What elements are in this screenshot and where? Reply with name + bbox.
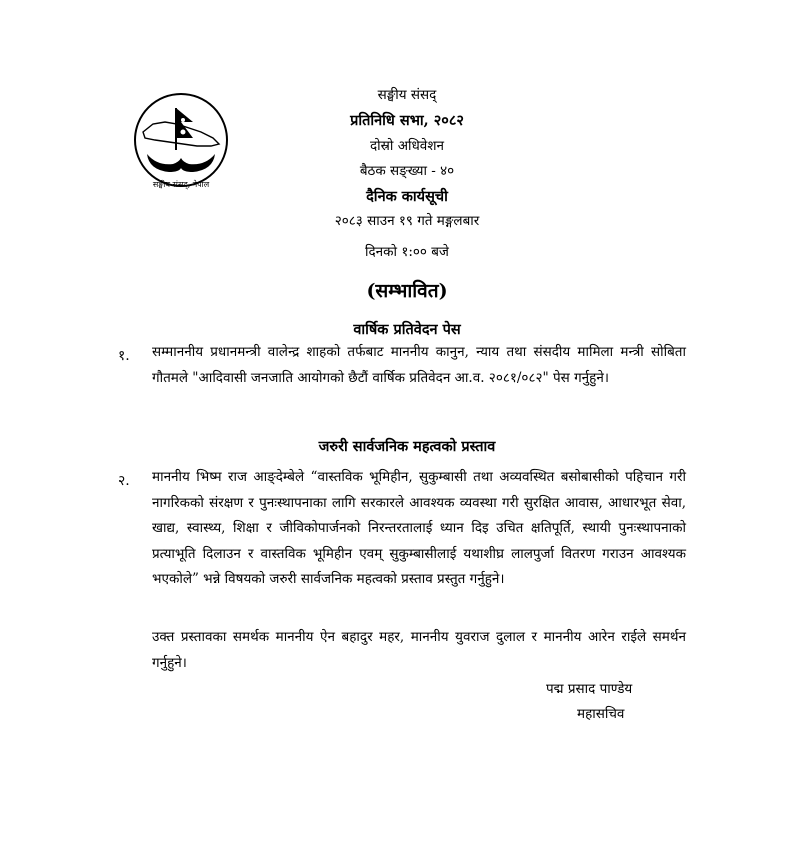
- house-name: प्रतिनिधि सभा, २०८२: [350, 112, 464, 129]
- agenda-number-1: १.: [118, 348, 130, 364]
- document-title: दैनिक कार्यसूची: [366, 188, 448, 205]
- session-name: दोस्रो अधिवेशन: [369, 138, 444, 154]
- agenda-status: (सम्भावित): [366, 280, 448, 302]
- meeting-date: २०८३ साउन १९ गते मङ्गलबार: [334, 213, 480, 229]
- agenda-text-2-support: उक्त प्रस्तावका समर्थक माननीय ऐन बहादुर महर, माननीय युवराज दुलाल र माननीय आरेन राईले समर्थन गर्नुहुने।: [152, 629, 686, 671]
- agenda-number-2: २.: [118, 473, 130, 489]
- parliament-name: सङ्घीय संसद्: [377, 87, 437, 103]
- agenda-heading-1: वार्षिक प्रतिवेदन पेस: [353, 321, 461, 338]
- agenda-text-1: सम्माननीय प्रधानमन्त्री वालेन्द्र शाहको तर्फबाट माननीय कानुन, न्याय तथा संसदीय मामिला मन्त्री सोबिता गौतमले "आदिवासी जनजाति आयोगको छैटौं वार्षिक प्रतिवेदन आ.व. २०८१/०८२" पेस गर्नुहुने।: [152, 344, 686, 386]
- logo-caption: सङ्घीय संसद्, नेपाल: [152, 180, 210, 189]
- signatory-title: महासचिव: [577, 706, 625, 722]
- meeting-time: दिनको १:०० बजे: [365, 244, 449, 260]
- meeting-number: बैठक सङ्ख्या - ४०: [359, 163, 455, 179]
- parliament-logo: [133, 86, 229, 202]
- agenda-text-2: माननीय भिष्म राज आङ्देम्बेले “वास्तविक भूमिहीन, सुकुम्बासी तथा अव्यवस्थित बसोबासीको पहिचान गरी नागरिकको संरक्षण र पुनःस्थापनाका लागि सरकारले आवश्यक व्यवस्था गरी सुरक्षित आवास, आधारभूत सेवा, खाद्य, स्वास्थ्य, शिक्षा र जीविकोपार्जनको निरन्तरतालाई ध्यान दिइ उचित क्षतिपूर्ति, स्थायी पुनःस्थापनाको प्रत्याभूति दिलाउन र वास्तविक भूमिहीन एवम् सुकुम्बासीलाई यथाशीघ्र लालपुर्जा वितरण गराउन आवश्यक भएकोले” भन्ने विषयको जरुरी सार्वजनिक महत्वको प्रस्ताव प्रस्तुत गर्नुहुने।: [152, 469, 686, 587]
- agenda-heading-2: जरुरी सार्वजनिक महत्वको प्रस्ताव: [318, 438, 496, 455]
- signatory-name: पद्म प्रसाद पाण्डेय: [546, 681, 633, 697]
